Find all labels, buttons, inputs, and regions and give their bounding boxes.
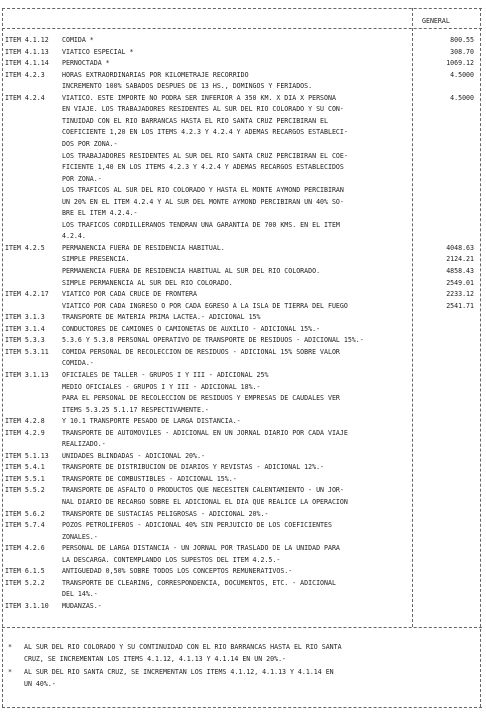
row-item-code: ITEM 5.5.2: [5, 486, 45, 495]
row-description: UN 20% EN EL ITEM 4.2.4 Y AL SUR DEL MONTE AYMOND PERCIBIRAN UN 40% SO-: [62, 197, 344, 206]
row-description: PERMANENCIA FUERA DE RESIDENCIA HABITUAL.: [62, 243, 225, 252]
row-value: 2541.71: [446, 301, 474, 310]
row-item-code: ITEM 4.2.17: [5, 290, 49, 299]
row-description: TRANSPORTE DE SUSTACIAS PELIGROSAS - ADICIONAL 20%.-: [62, 509, 269, 518]
row-description: CONDUCTORES DE CAMIONES O CAMIONETAS DE AUXILIO - ADICIONAL 15%.-: [62, 324, 321, 333]
row-item-code: ITEM 5.1.13: [5, 451, 49, 460]
row-description: 4.2.4.: [62, 232, 86, 241]
row-description: VIATICO. ESTE IMPORTE NO PODRA SER INFERIOR A 350 KM. X DIA X PERSONA: [62, 93, 336, 102]
row-description: TRANSPORTE DE AUTOMOVILES - ADICIONAL EN UN JORNAL DIARIO POR CADA VIAJE: [62, 428, 348, 437]
row-value: 4.5000: [450, 93, 474, 102]
row-item-code: ITEM 5.5.1: [5, 474, 45, 483]
row-value: 2233.12: [446, 290, 474, 299]
row-description: DEL 14%.-: [62, 590, 98, 599]
row-value: 4858.43: [446, 267, 474, 275]
row-item-code: ITEM 3.1.13: [5, 370, 49, 379]
row-description: FICIENTE 1,40 EN LOS ITEMS 4.2.3 Y 4.2.4 Y ADEMAS RECARGOS ESTABLECIDOS: [62, 163, 344, 172]
row-value: 1069.12: [446, 59, 474, 68]
row-description: EN VIAJE. LOS TRABAJADORES RESIDENTES AL SUR DEL RIO COLORADO Y SU CON-: [62, 105, 344, 114]
left-border: [2, 8, 3, 707]
row-description: LOS TRAFICOS AL SUR DEL RIO COLORADO Y HASTA EL MONTE AYMOND PERCIBIRAN: [62, 186, 344, 195]
row-description: OFICIALES DE TALLER - GRUPOS I Y III - ADICIONAL 25%: [62, 370, 269, 379]
row-description: TRANSPORTE DE ASFALTO O PRODUCTOS QUE NECESITEN CALENTAMIENTO - UN JOR-: [62, 486, 344, 495]
footnote-mark: *: [8, 667, 12, 676]
row-description: COMIDA PERSONAL DE RECOLECCION DE RESIDUOS - ADICIONAL 15% SOBRE VALOR: [62, 347, 340, 356]
row-description: NAL DIARIO DE RECARGO SOBRE EL ADICIONAL EL DIA QUE REALICE LA OPERACION: [62, 498, 348, 506]
row-item-code: ITEM 4.2.6: [5, 544, 45, 553]
row-value: 4048.63: [446, 243, 474, 252]
row-description: VIATICO POR CADA INGRESO O POR CADA EGRESO A LA ISLA DE TIERRA DEL FUEGO: [62, 301, 348, 310]
footnote-text: AL SUR DEL RIO COLORADO Y SU CONTINUIDAD CON EL RIO BARRANCAS HASTA EL RIO SANTA: [24, 643, 342, 651]
row-description: TRANSPORTE DE DISTRIBUCION DE DIARIOS Y REVISTAS - ADICIONAL 12%.-: [62, 463, 325, 472]
row-item-code: ITEM 4.1.12: [5, 36, 49, 44]
row-item-code: ITEM 6.1.5: [5, 567, 45, 576]
row-description: HORAS EXTRAORDINARIAS POR KILOMETRAJE RECORRIDO: [62, 70, 249, 79]
page-bottom-border: [2, 707, 482, 708]
footnote-text: UN 40%.-: [24, 679, 56, 688]
row-description: POZOS PETROLIFEROS - ADICIONAL 40% SIN PERJUICIO DE LOS COEFICIENTES: [62, 521, 332, 530]
row-description: PERMANENCIA FUERA DE RESIDENCIA HABITUAL AL SUR DEL RIO COLORADO.: [62, 267, 321, 275]
row-description: REALIZADO.-: [62, 440, 106, 449]
right-border: [480, 8, 481, 707]
row-description: TRANSPORTE DE MATERIA PRIMA LACTEA.- ADICIONAL 15%: [62, 313, 261, 322]
row-description: VIATICO POR CADA CRUCE DE FRONTERA: [62, 290, 197, 299]
row-description: TRANSPORTE DE COMBUSTIBLES - ADICIONAL 15%.-: [62, 474, 237, 483]
row-description: BRE EL ITEM 4.2.4.-: [62, 209, 138, 218]
row-item-code: ITEM 4.2.5: [5, 243, 45, 252]
row-description: INCREMENTO 100% SABADOS DESPUES DE 13 HS., DOMINGOS Y FERIADOS.: [62, 82, 313, 91]
row-description: SIMPLE PERMANENCIA AL SUR DEL RIO COLORADO.: [62, 278, 233, 287]
row-description: DOS POR ZONA.-: [62, 139, 118, 148]
table-bottom-border: [2, 627, 482, 628]
row-description: 5.3.6 Y 5.3.8 PERSONAL OPERATIVO DE TRANSPORTE DE RESIDUOS - ADICIONAL 15%.-: [62, 336, 364, 345]
column-header-general: GENERAL: [422, 17, 450, 25]
row-description: LOS TRAFICOS CORDILLERANOS TENDRAN UNA GARANTIA DE 700 KMS. EN EL ITEM: [62, 220, 340, 229]
row-item-code: ITEM 5.3.11: [5, 347, 49, 356]
row-item-code: ITEM 4.2.8: [5, 417, 45, 426]
row-value: 4.5000: [450, 70, 474, 79]
row-description: SIMPLE PRESENCIA.: [62, 255, 130, 264]
row-description: PERSONAL DE LARGA DISTANCIA - UN JORNAL POR TRASLADO DE LA UNIDAD PARA: [62, 544, 340, 553]
header-divider: [2, 28, 482, 29]
footnote-text: CRUZ, SE INCREMENTAN LOS ITEMS 4.1.12, 4.1.13 Y 4.1.14 EN UN 20%.-: [24, 655, 287, 664]
row-description: LOS TRABAJADORES RESIDENTES AL SUR DEL RIO SANTA CRUZ PERCIBIRAN EL COE-: [62, 151, 348, 160]
row-description: VIATICO ESPECIAL *: [62, 47, 134, 56]
footnote-text: AL SUR DEL RIO SANTA CRUZ, SE INCREMENTAN LOS ITEMS 4.1.12, 4.1.13 Y 4.1.14 EN: [24, 667, 334, 676]
row-item-code: ITEM 4.1.14: [5, 59, 49, 68]
row-description: MEDIO OFICIALES - GRUPOS I Y III - ADICIONAL 18%.-: [62, 382, 261, 391]
row-value: 800.55: [450, 36, 474, 44]
footnote-mark: *: [8, 643, 12, 651]
row-item-code: ITEM 4.2.3: [5, 70, 45, 79]
row-item-code: ITEM 3.1.10: [5, 601, 49, 610]
row-item-code: ITEM 4.1.13: [5, 47, 49, 56]
row-value: 2124.21: [446, 255, 474, 264]
row-item-code: ITEM 5.4.1: [5, 463, 45, 472]
row-item-code: ITEM 3.1.4: [5, 324, 45, 333]
row-description: COEFICIENTE 1,20 EN LOS ITEMS 4.2.3 Y 4.2.4 Y ADEMAS RECARGOS ESTABLECI-: [62, 128, 348, 137]
row-description: POR ZONA.-: [62, 174, 102, 183]
row-description: PERNOCTADA *: [62, 59, 110, 68]
value-column-divider: [412, 8, 413, 627]
row-description: MUDANZAS.-: [62, 601, 102, 610]
row-item-code: ITEM 5.3.3: [5, 336, 45, 345]
row-value: 308.70: [450, 47, 474, 56]
row-description: COMIDA *: [62, 36, 94, 44]
row-description: TINUIDAD CON EL RIO BARRANCAS HASTA EL RIO SANTA CRUZ PERCIBIRAN EL: [62, 116, 328, 125]
row-description: COMIDA.-: [62, 359, 94, 368]
row-description: PARA EL PERSONAL DE RECOLECCION DE RESIDUOS Y EMPRESAS DE CAUDALES VER: [62, 394, 340, 403]
row-item-code: ITEM 4.2.9: [5, 428, 45, 437]
row-description: ZONALES.-: [62, 532, 98, 541]
row-item-code: ITEM 4.2.4: [5, 93, 45, 102]
row-value: 2549.01: [446, 278, 474, 287]
row-description: TRANSPORTE DE CLEARING, CORRESPONDENCIA, DOCUMENTOS, ETC. - ADICIONAL: [62, 578, 336, 587]
row-description: UNIDADES BLINDADAS - ADICIONAL 20%.-: [62, 451, 205, 460]
row-item-code: ITEM 5.6.2: [5, 509, 45, 518]
row-description: ITEMS 5.3.25 5.1.17 RESPECTIVAMENTE.-: [62, 405, 209, 414]
row-item-code: ITEM 3.1.3: [5, 313, 45, 322]
table-top-border: [2, 8, 482, 9]
row-description: LA DESCARGA. CONTEMPLANDO LOS SUPESTOS DEL ITEM 4.2.5.-: [62, 555, 281, 564]
row-item-code: ITEM 5.2.2: [5, 578, 45, 587]
row-description: ANTIGUEDAD 0,50% SOBRE TODOS LOS CONCEPTOS REMUNERATIVOS.-: [62, 567, 293, 576]
row-description: Y 10.1 TRANSPORTE PESADO DE LARGA DISTANCIA.-: [62, 417, 241, 426]
row-item-code: ITEM 5.7.4: [5, 521, 45, 530]
